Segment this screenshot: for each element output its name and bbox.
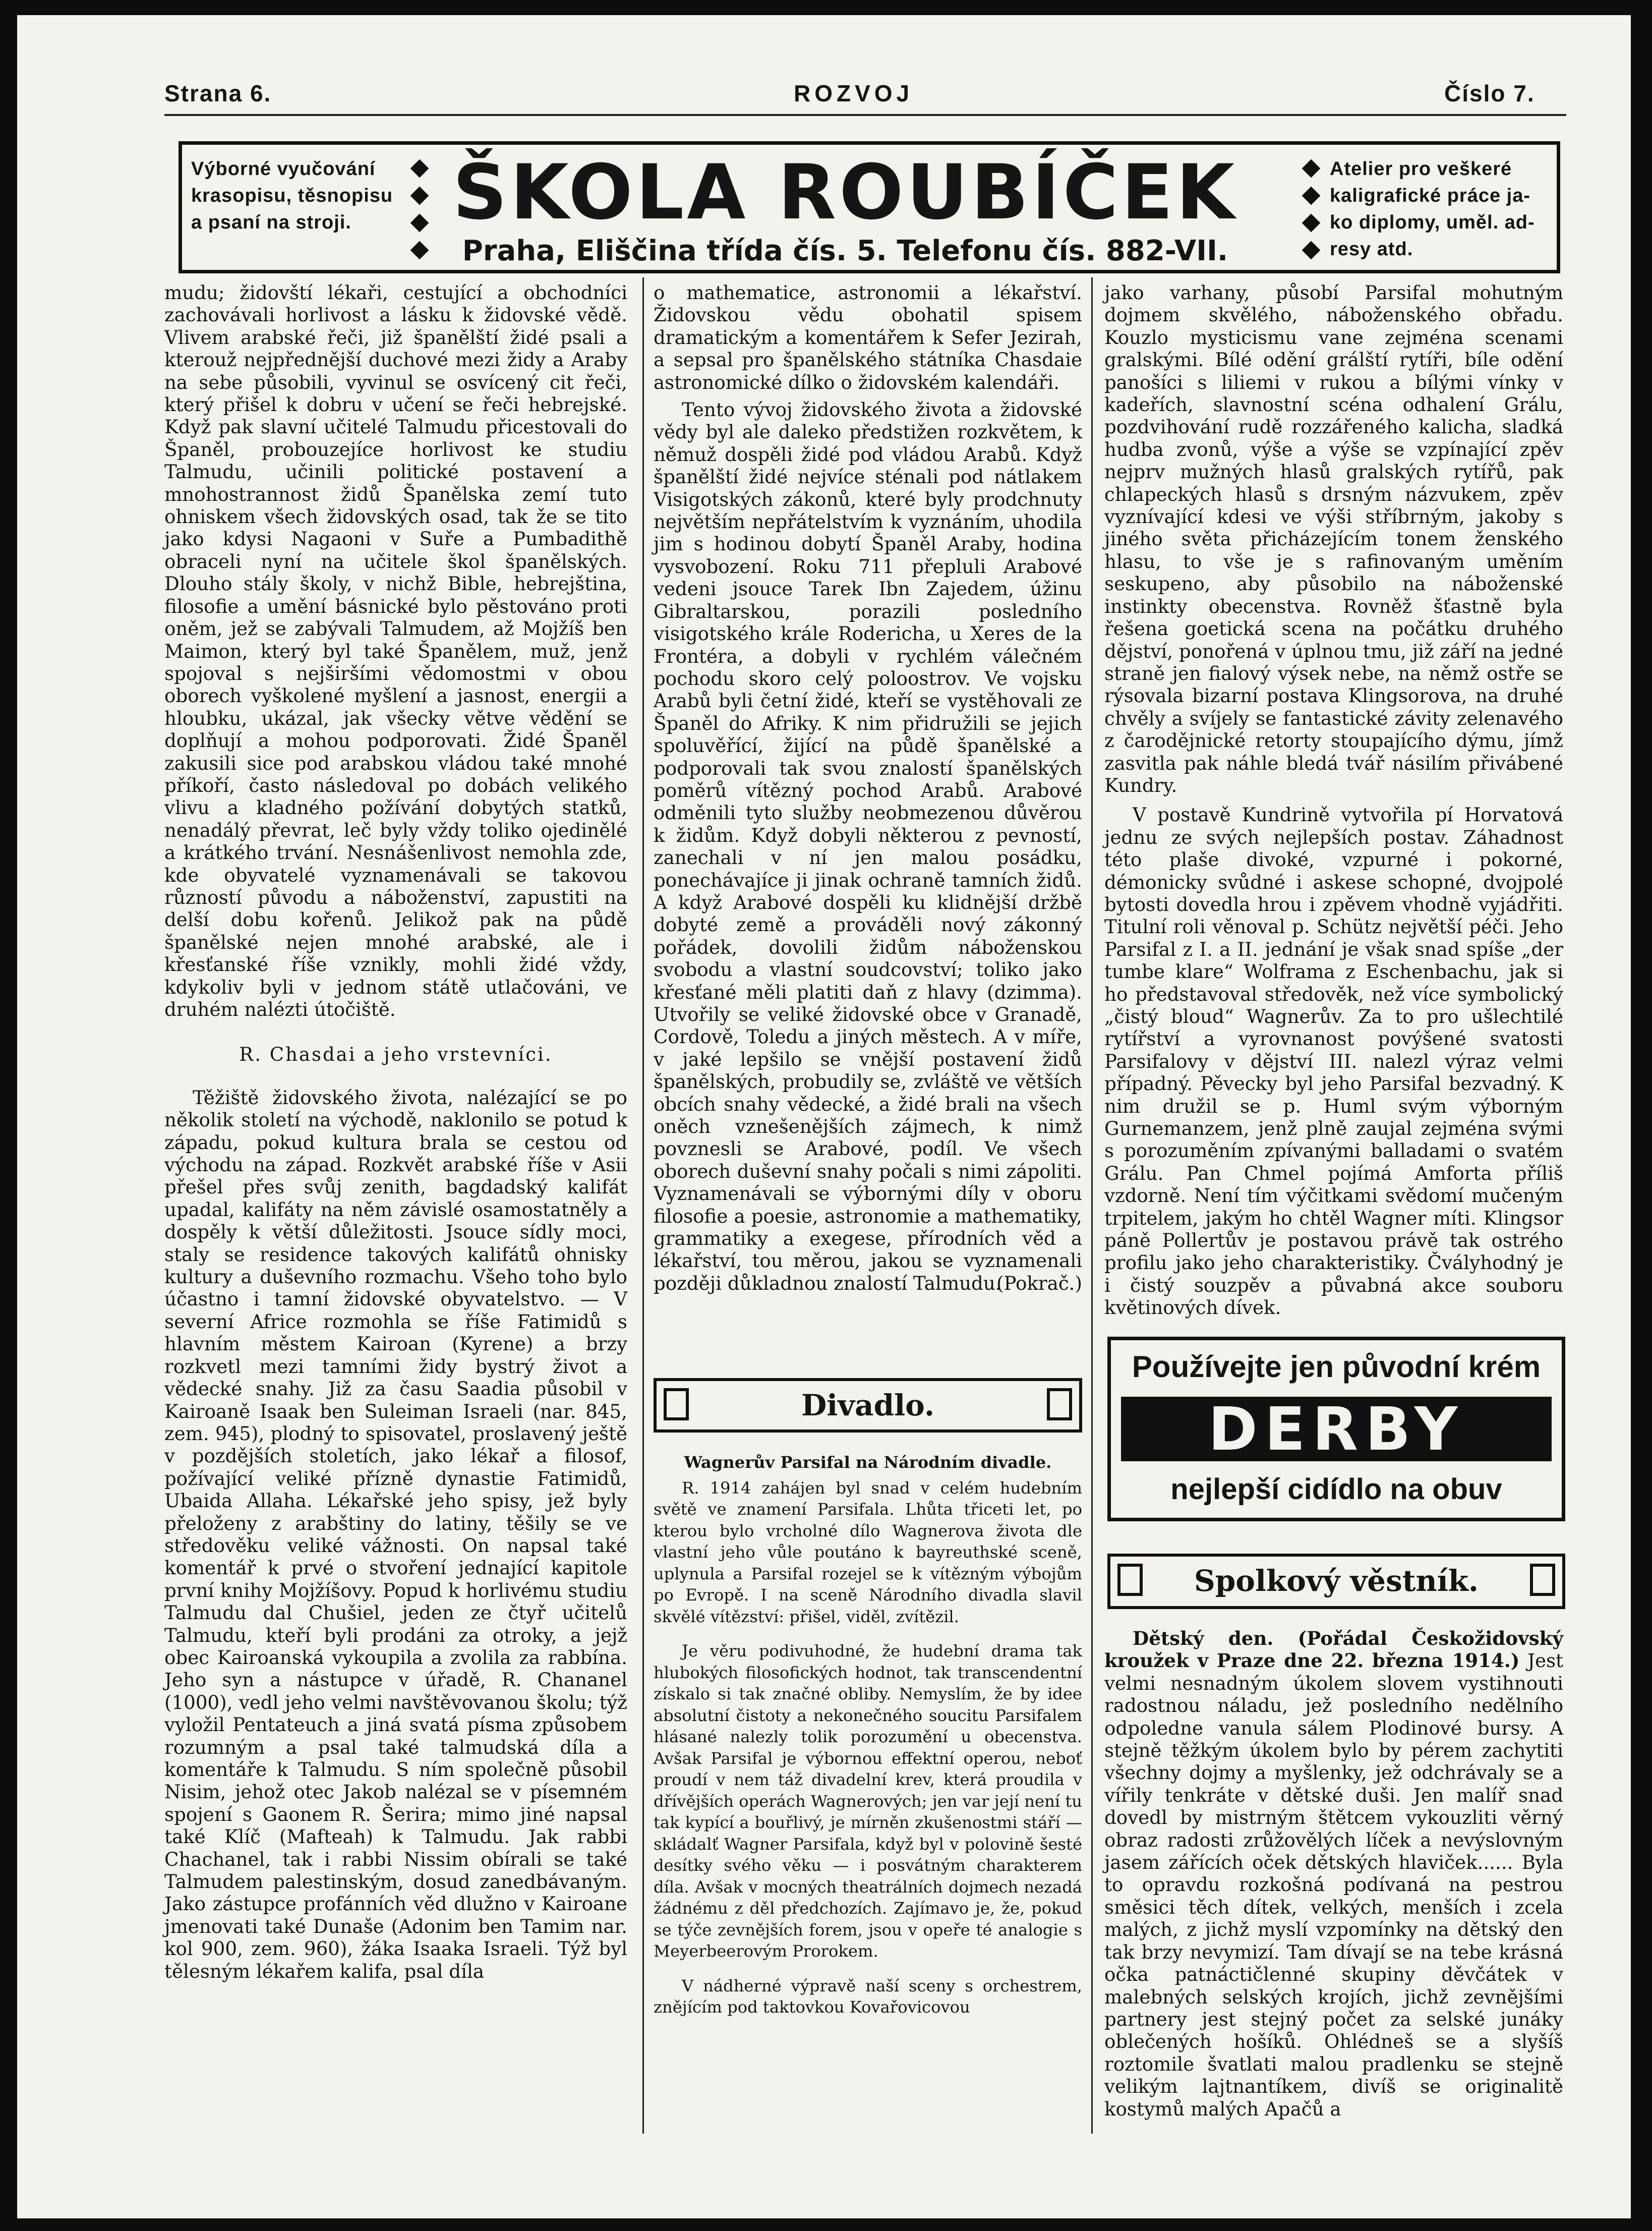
article-paragraph: o mathematice, astronomii a lékařství. Židovskou vědu obohatil spisem dramatickým a komentářem k Sefer Jezirah, a sepsal pro španělského státníka Chasdaie astronomické dílko o židovském kalendáři. bbox=[654, 281, 1082, 393]
advert-left-line: krasopisu, těsnopisu bbox=[191, 185, 393, 206]
article-paragraph: R. 1914 zahájen byl snad v celém hudebním světě ve znamení Parsifala. Lhůta třiceti let, po kterou bylo vrcholné dílo Wagnerova života dle vlastní jeho vůle poutáno k bayreuthské sceně, uplynula a Parsifal rozejel se k vítězným výbojům po Evropě. I na sceně Národního divadla slavil skvělé vítězství: přišel, viděl, zvítězil. bbox=[654, 1478, 1082, 1626]
newspaper-page bbox=[17, 15, 1631, 2218]
theatre-article bbox=[654, 1452, 1082, 2018]
article-paragraph: V nádherné výpravě naší sceny s orchestrem, znějícím pod taktovkou Kovařovicovou bbox=[654, 1976, 1082, 2017]
square-ornament-icon bbox=[1047, 1388, 1072, 1420]
publication-title: ROZVOJ bbox=[794, 80, 914, 106]
advert-right-text bbox=[1330, 156, 1535, 263]
school-name: ŠKOLA ROUBÍČEK bbox=[452, 149, 1238, 237]
club-news-section-header bbox=[1107, 1554, 1565, 1609]
advert-right-line: resy atd. bbox=[1330, 239, 1413, 260]
theatre-section-header bbox=[654, 1378, 1082, 1433]
advert-line: nejlepší cidídlo na obuv bbox=[1170, 1473, 1502, 1506]
article-paragraph: V postavě Kundrině vytvořila pí Horvatová jednu ze svých nejlepších postav. Záhadnost této plaše divoké, vzpurné i pokorné, démonicky svůdné i askese schopné, dvojpolé bytosti dovedla hrou i zpěvem vhodně vyjádřiti. Titulní roli věnoval p. Schütz největší péči. Jeho Parsifal z I. a II. jednání je však snad spíše „der tumbe klare“ Wolframa z Eschenbachu, jak si ho představoval středověk, než více symbolický „čistý bloud“ Wagnerův. Za to pro ušlechtilé rytířství a vyrovnanost povýšené svatosti Parsifalovy v dějství III. nalezl výraz velmi případný. Pěvecky byl jeho Parsifal bezvadný. K nim družil se p. Huml svým výborným Gurnemanzem, jenž plně zaujal zejména svými s porozuměním zpívanými balladami o svatém Grálu. Pan Chmel pojímá Amforta příliš vzdorně. Není tím výčitkami svědomí mučeným trpitelem, jakým ho chtěl Wagner míti. Klingsor páně Pollertův je postavou právě tak ostrého profilu jako jeho charakteristiky. Čvályhodný je i čistý souzpěv a půvabná akce souboru květinových dívek. bbox=[1104, 804, 1563, 1319]
article-paragraph: mudu; židovští lékaři, cestující a obchodníci zachovávali horlivost a lásku k židovské vědě. Vlivem arabské řeči, již španělští židé psali a kterouž nejpřednější duchové mezi židy a Araby na sebe působili, vyvinul se osvícený cit řeči, který přišel k dobru v učení se řeči hebrejské. Když pak slavní učitelé Talmudu přicestovali do Španěl, probouzejíce horlivost ke studiu Talmudu, učinili politické postavení a mnohostrannost židů Španělska zemí tuto ohniskem všech židovských osad, tak že se tito jako kdysi Nagaoni v Suře a Pumbadithě obraceli nyní na učitele škol španělských. Dlouho stály školy, v nichž Bible, hebrejština, filosofie a umění básnické bylo pěstováno proti oněm, jež se zabývali Talmudem, až Mojžíš ben Maimon, který byl také Španělem, muž, jenž spojoval s nejširšími vědomostmi v obou oborech vyškolené myšlení a jasnost, energii a hloubku, ukázal, jak všecky větve vědění se doplňují a mohou podporovati. Židé Španěl zakusili sice pod arabskou vládou také mnohé příkoří, často následoval po dobách velikého vlivu a kladného požívání dobytých statků, nenadálý převrat, leč byly vždy toliko ojedinělé a krátkého trvání. Nesnášenlivost nemohla zde, kde obyvatelé vyznamenávali se takovou růzností původu a náboženství, zapustiti na delší dobu kořenů. Jelikož pak na půdě španělské nejen mnohé arabské, ale i křesťanské říše vznikly, mohli židé vždy, kdykoliv byli v jednom státě utlačováni, ve druhém nalézti útočiště. bbox=[164, 281, 627, 1020]
article-paragraph: Tento vývoj židovského života a židovské vědy byl ale daleko předstižen rozkvětem, k němuž dospěli židé pod vládou Arabů. Když španělští židé nejvíce sténali pod nátlakem Visigotských zákonů, které byly prodchnuty největším nepřátelstvím k vyznáním, uhodila jim s hodinou dobytí Španěl Araby, hodina vysvobození. Roku 711 přepluli Arabové vedeni jsouce Tarek Ibn Zajedem, úžinu Gibraltarskou, porazili posledního visigotského krále Rodericha, u Xeres de la Frontéra, a dobyli v rychlém válečném pochodu skoro celý poloostrov. Ve vojsku Arabů byli četní židé, kteří se vystěhovali ze Španěl do Afriky. K nim přidružili se jejich spoluvěřící, žijící na půdě španělské a podporovali tak svou znalostí španělských poměrů vítězný pochod Arabů. Arabové odměnili tyto služby neobmezenou důvěrou k židům. Když dobyli některou z pevností, zanechali v ní jen malou posádku, ponechávajíce ji jinak ochraně tamních židů. A když Arabové dospěli ku klidnější držbě dobyté země a prováděli nový zákonný pořádek, dovolili židům náboženskou svobodu a vlastní soudcovství; toliko jako křesťané měli platiti daň z hlavy (dzimma). Utvořily se veliké židovské obce v Granadě, Cordově, Toledu a jiných městech. A v míře, v jaké lepšilo se vnější postavení židů španělských, probudily se, zvláště ve větších obcích snahy vědecké, a židé brali na všech oněch vznešenějších zájmech, k nimž povznesli se Arabové, podíl. Ve všech oborech duševní snahy počali s nimi zápoliti. Vyznamenávali se výbornými díly v oboru filosofie a poesie, astronomie a mathematiky, grammatiky a exegese, přírodních věd a lékařství, tou měrou, jakou se vyznamenali později důkladnou znalostí Talmudu. bbox=[654, 398, 1082, 1294]
school-advert-banner bbox=[179, 141, 1560, 273]
section-title: Divadlo. bbox=[801, 1388, 935, 1422]
article-paragraph: jako varhany, působí Parsifal mohutným dojmem skvělého, náboženského obřadu. Kouzlo mysticismu vane zejména scenami gralskými. Bílé odění grálští rytíři, bíle odění panošíci s liliemi v rukou a bílými vínky v kadeřích, slavnostní scéna odhalení Grálu, pozdvihování rudě rozzářeného kalicha, sladká hudba zvonů, výše a výše se vzpínající zpěv nejprv mužných hlasů gralských rytířů, pak chlapeckých hlasů s drsným názvukem, zpěv vyznívající kdesi ve výši stříbrným, jakoby s jiného světa přicházejícím tonem ženského hlasu, to vše je s rafinovaným uměním seskupeno, aby působilo na náboženské instinkty obecenstva. Rovněž šťastně byla řešena goetická scena na počátku druhého dějství, ponořená v úplnou tmu, již září na jedné straně jen fialový výsek nebe, na němž ostře se rýsovala bizarní postava Klingsorova, na druhé chvěly a svíjely se fantastické závity zelenavého z čarodějnické retorty stoupajícího dýmu, jímž zasvitla pak náhle bledá tvář násilím přivábené Kundry. bbox=[1104, 281, 1563, 796]
column-3 bbox=[1104, 281, 1563, 1319]
advert-brand: DERBY bbox=[1121, 1397, 1552, 1461]
advert-right-line: Atelier pro veškeré bbox=[1330, 158, 1512, 180]
article-paragraph: Jest velmi nesnadným úkolem slovem vystihnouti radostnou náladu, jež posledního nedělního odpoledne vanula sálem Plodinové bursy. A stejně těžkým úkolem bylo by pérem zachytiti všechny dojmy a myšlenky, jež odchrávaly se a vířily tenkráte v dětské duši. Jen malíř snad dovedl by mistrným štětcem vykouzliti věrný obraz radosti zrůžovělých líček a nevýslovným jasem zářících oček dětských hlaviček...... Byla to opravdu rozkošná podívaná na pestrou směsici těch dítek, velkých, menších i zcela malých, z jichž myslí vzpomínky na dětský den tak brzy nevymizí. Tam dívají se na tebe krásná očka patnáctičlenné skupiny děvčátek v malebných selských krojích, jichž zevnějšími partnery jest stejný počet za selské junáky oblečených hošíků. Ohlédneš se a slyšíš roztomile švatlati malou pradlenku se stejně velikým lajtnantíkem, divíš se originalitě kostymů malých Apačů a bbox=[1104, 1649, 1564, 2120]
column-2 bbox=[654, 281, 1082, 1295]
page-number: Strana 6. bbox=[164, 80, 272, 106]
continued-note: (Pokrač.) bbox=[996, 1272, 1082, 1295]
issue-number: Číslo 7. bbox=[1444, 80, 1535, 106]
advert-right-line: kaligrafické práce ja- bbox=[1330, 185, 1530, 206]
advert-line: Používejte jen původní krém bbox=[1132, 1350, 1541, 1384]
club-news-article bbox=[1104, 1627, 1563, 2120]
derby-advert bbox=[1107, 1337, 1565, 1521]
section-title: Spolkový věstník. bbox=[1194, 1564, 1479, 1598]
column-divider bbox=[1091, 277, 1093, 2134]
school-address: Praha, Eliščina třída čís. 5. Telefonu čís. 882-VII. bbox=[462, 235, 1228, 267]
column-divider bbox=[642, 277, 644, 2134]
article-title: Wagnerův Parsifal na Národním divadle. bbox=[684, 1453, 1052, 1472]
article-lead: Dětský den. (Pořádal Českožidovský kroužek v Praze dne 22. března 1914.) bbox=[1104, 1627, 1563, 1672]
header-rule bbox=[164, 114, 1566, 116]
advert-right-line: ko diplomy, uměl. ad- bbox=[1330, 212, 1535, 233]
column-1 bbox=[164, 281, 627, 1982]
section-subheading: R. Chasdai a jeho vrstevníci. bbox=[239, 1044, 553, 1066]
advert-left-line: a psaní na stroji. bbox=[191, 212, 351, 233]
advert-left-line: Výborné vyučování bbox=[191, 158, 376, 180]
article-paragraph: Je věru podivuhodné, že hudební drama tak hlubokých filosofických hodnot, tak transcendentní získalo si tak značné obliby. Nemyslím, že by idee absolutní čistoty a nekonečného soucitu Parsifalem hlásané nalezly tolik porozumění u obecenstva. Avšak Parsifal je výbornou effektní operou, neboť proudí v nem táž divadelní krev, která proudila v dřívějších operách Wagnerových; jen var její není tu tak kypící a bouřlivý, je mírněn zkušenostmi stáří — skládalť Wagner Parsifala, když byl v polovině šesté desítky svého věku — i posvátným charakterem díla. Avšak v mocných theatrálních dojmech nezadá žádnému z děl předchozích. Zajímavo je, že, pokud se týče zevnějších forem, jsou v opeře té analogie s Meyerbeerovým Prorokem. bbox=[654, 1641, 1082, 1961]
square-ornament-icon bbox=[1530, 1564, 1555, 1596]
article-paragraph: Těžiště židovského života, nalézající se po několik století na východě, naklonilo se potud k západu, pokud kultura brala se cestou od východu na západ. Rozkvět arabské říše v Asii přešel přes svůj zenith, bagdadský kalifát upadal, kalifáty na něm závislé osamostatněly a dospěly k větší důležitosti. Jsouce sídly moci, staly se residence takových kalifátů ohnisky kultury a duševního rozmachu. Všeho toho bylo účastno i tamní židovské obyvatelstvo. — V severní Africe rozmohla se říše Fatimidů s hlavním městem Kairoan (Kyrene) a brzy rozkvetl mezi tamními židy bystrý život a vědecké snahy. Již za času Saadia působil v Kairoaně Isaak ben Suleiman Israeli (nar. 845, zem. 945), plodný to spisovatel, proslavený ještě v pozdějších stoletích, jako lékař a filosof, požívající veliké přízně dynastie Fatimidů, Ubaida Allaha. Lékařské jeho spisy, jež byly přeloženy z arabštiny do latiny, těšily se ve středověku veliké vážnosti. On napsal také komentář k prvé o stvoření jednající kapitole první knihy Mojžíšovy. Popud k horlivému studiu Talmudu dal Chušiel, jeden ze čtyř učitelů Talmudu, kteří byli prodáni za otroky, a jejž obec Kairoanská vykoupila a zvolila za rabbína. Jeho syn a nástupce v úřadě, R. Chananel (1000), vedl jeho velmi navštěvovanou školu; týž vyložil Pentateuch a jiná svatá písma způsobem rozumným a psal také talmudská díla a komentáře k Talmudu. S ním společně působil Nisim, jehož otec Jakob nalézal se v písemném spojení s Gaonem R. Šerira; mimo jiné napsal také Klíč (Mafteah) k Talmudu. Jak rabbi Chachanel, tak i rabbi Nissim obírali se také Talmudem palestinským, dosud zanedbávaným. Jako zástupce profánních věd dlužno v Kairoane jmenovati také Dunaše (Adonim ben Tamim nar. kol 900, zem. 960), žáka Isaaka Israeli. Týž byl tělesným lékařem kalifa, psal díla bbox=[164, 1086, 627, 1982]
